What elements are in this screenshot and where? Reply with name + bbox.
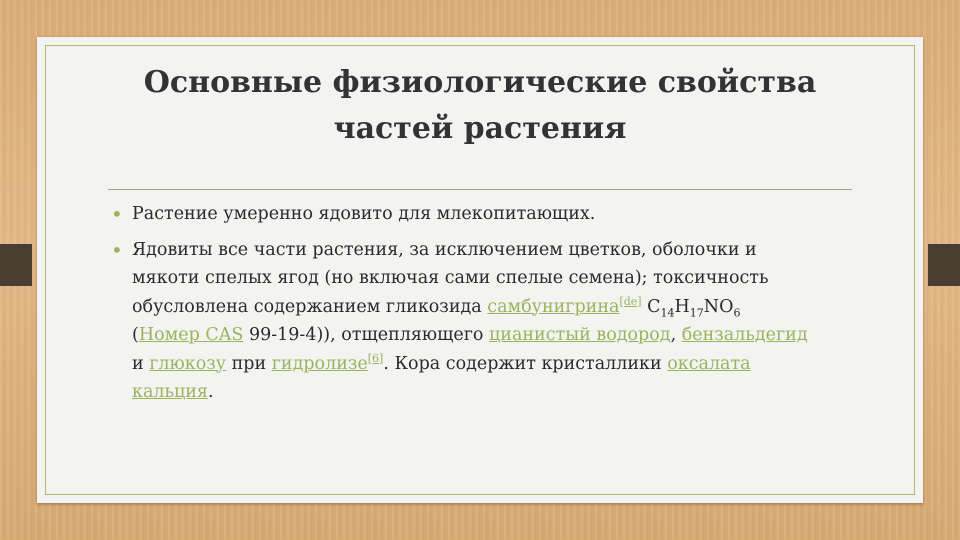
formula-no: NO [703,296,734,317]
formula-h: H [674,296,690,317]
text-segment: ( [132,325,139,345]
text-segment: , [670,325,682,345]
title-line-1: Основные физиологические свойства [143,65,817,100]
formula-c: C [641,296,661,317]
link-sambunigrin[interactable]: самбунигрина [487,296,620,317]
right-tab-decoration [928,244,960,286]
link-calcium-oxalate[interactable]: оксалата кальция [132,353,751,402]
text-segment: при [226,353,272,374]
title-line-2: частей растения [333,111,627,146]
formula-sub-17: 17 [689,306,704,319]
text-segment: и [132,353,150,374]
link-hydrogen-cyanide[interactable]: цианистый водород [489,325,671,345]
bullet-marker: • [111,237,123,262]
bullet-text: Растение умеренно ядовито для млекопитающих. [132,204,596,224]
link-hydrolysis[interactable]: гидролизе [271,353,368,374]
bullet-item [108,200,808,229]
text-segment: . [207,382,214,402]
left-tab-decoration [0,244,32,286]
slide-content [108,200,808,414]
footnote-6[interactable]: [6] [367,351,384,365]
title-divider [108,189,852,190]
formula-sub-6: 6 [733,306,741,319]
link-glucose[interactable]: глюкозу [149,353,227,374]
link-benzaldehyde[interactable]: бензальдегид [681,325,808,345]
text-segment: 99-19-4)), отщепляющего [243,325,490,345]
bullet-text: Ядовиты все части растения, за исключением цветков, оболочки и мякоти спелых ягод (но включая сами спелые семена); токсичность обусловлена содержанием гликозида [132,239,769,317]
text-segment: . Кора содержит кристаллики [383,353,668,374]
link-cas-number[interactable]: Номер CAS [138,325,244,345]
slide-title [0,60,960,152]
bullet-item [108,236,808,407]
footnote-de[interactable]: [de] [619,294,642,308]
bullet-marker: • [111,202,123,226]
formula-sub-14: 14 [660,306,675,319]
